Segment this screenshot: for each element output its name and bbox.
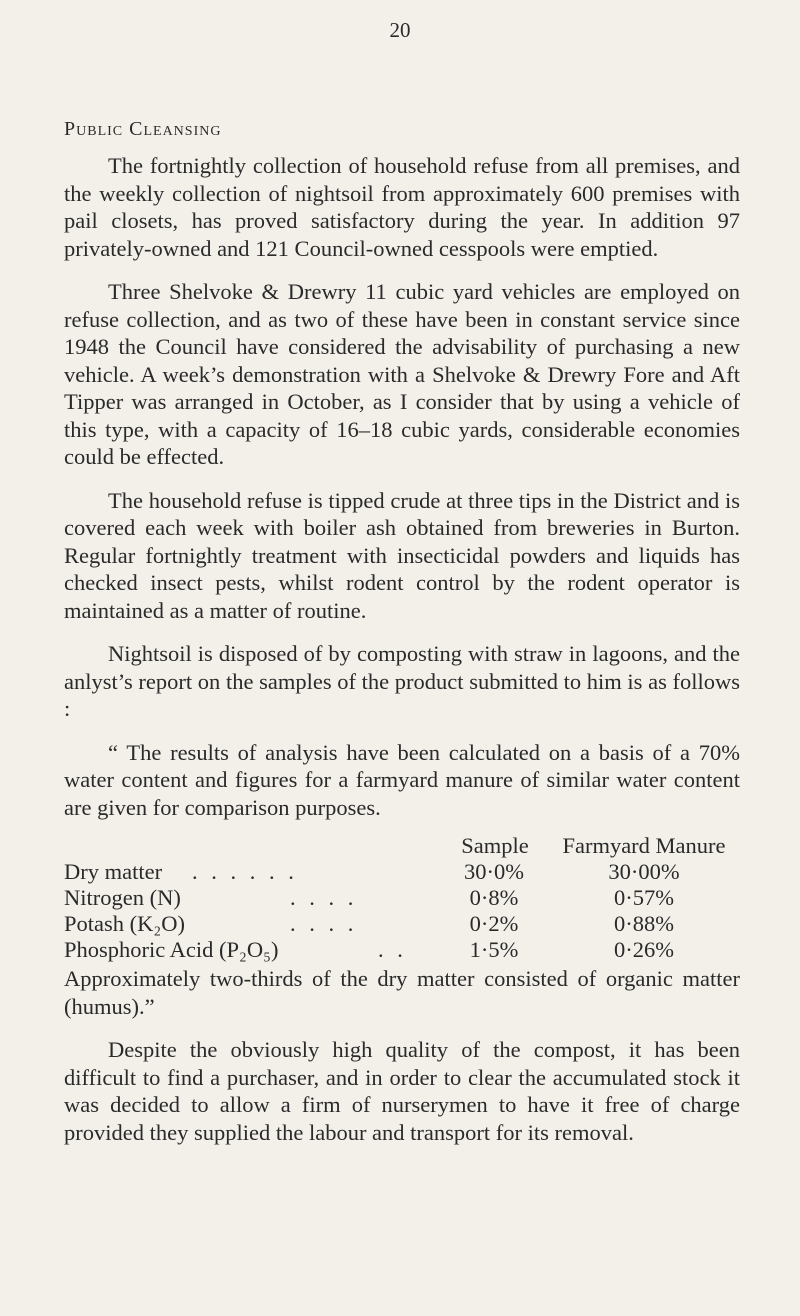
row-label: Dry matter bbox=[64, 859, 163, 884]
row-label: Phosphoric Acid (P₂O₅) bbox=[64, 937, 279, 962]
row-leader-dots: . . . . . . bbox=[192, 859, 298, 884]
table-row bbox=[64, 911, 740, 937]
section-heading: Public Cleansing bbox=[64, 118, 222, 140]
row-sample-value: 30·0% bbox=[464, 859, 524, 884]
table-row bbox=[64, 885, 740, 911]
paragraph-compost-disposal: Despite the obviously high quality of the compost, it has been difficult to find a purchaser, and in order to clear the accumulated stock it was decided to allow a firm of nurserymen to have it free of charge provided they supplied the labour and transport for its removal. bbox=[64, 1037, 740, 1145]
body-text bbox=[64, 152, 740, 1162]
paragraph-tips: The household refuse is tipped crude at three tips in the District and is covered each week with boiler ash obtained from breweries in Burton. Regular fortnightly treatment with insecticidal powders and liquids has checked insect pests, whilst rodent control by the rodent operator is maintained as a matter of routine. bbox=[64, 487, 740, 623]
paragraph-collection: The fortnightly collection of household refuse from all premises, and the weekly collection of nightsoil from approximately 600 premises with pail closets, has proved satisfactory during the year. In addition 97 privately-owned and 121 Council-owned cesspools were emptied. bbox=[64, 153, 740, 261]
row-manure-value: 0·88% bbox=[614, 911, 674, 936]
paragraph-vehicles: Three Shelvoke & Drewry 11 cubic yard vehicles are employed on refuse collection, and as two of these have been in constant service since 1948 the Council have considered the advisability of purchasing a new vehicle. A week’s demonstration with a Shelvoke & Drewry Fore and Aft Tipper was arranged in October, as I consider that by using a vehicle of this type, with a capacity of 16–18 cubic yards, considerable economies could be effected. bbox=[64, 279, 740, 469]
table-header-manure: Farmyard Manure bbox=[562, 833, 726, 858]
paragraph-nightsoil: Nightsoil is disposed of by composting with straw in lagoons, and the anlyst’s report on the samples of the product submitted to him is as follows : bbox=[64, 641, 740, 721]
paragraph-analysis-intro: “ The results of analysis have been calculated on a basis of a 70% water content and figures for a farmyard manure of similar water content are given for comparison purposes. bbox=[64, 739, 740, 820]
analysis-table bbox=[64, 833, 740, 963]
row-manure-value: 0·26% bbox=[614, 937, 674, 962]
row-leader-dots: . . . . bbox=[290, 885, 358, 910]
table-header-row bbox=[64, 833, 740, 859]
row-manure-value: 0·57% bbox=[614, 885, 674, 910]
row-sample-value: 0·8% bbox=[469, 885, 519, 910]
table-row bbox=[64, 937, 740, 963]
row-sample-value: 0·2% bbox=[469, 911, 519, 936]
row-leader-dots: . . . . bbox=[290, 911, 358, 936]
table-header-sample: Sample bbox=[461, 833, 529, 858]
row-leader-dots: . . bbox=[378, 937, 407, 962]
paragraph-analysis-conclusion: Approximately two-thirds of the dry matter consisted of organic matter (humus).” bbox=[64, 966, 740, 1019]
page-number: 20 bbox=[389, 18, 411, 42]
table-row bbox=[64, 859, 740, 885]
row-label: Potash (K₂O) bbox=[64, 911, 185, 936]
row-sample-value: 1·5% bbox=[469, 937, 519, 962]
row-label: Nitrogen (N) bbox=[64, 885, 181, 910]
row-manure-value: 30·00% bbox=[608, 859, 680, 884]
